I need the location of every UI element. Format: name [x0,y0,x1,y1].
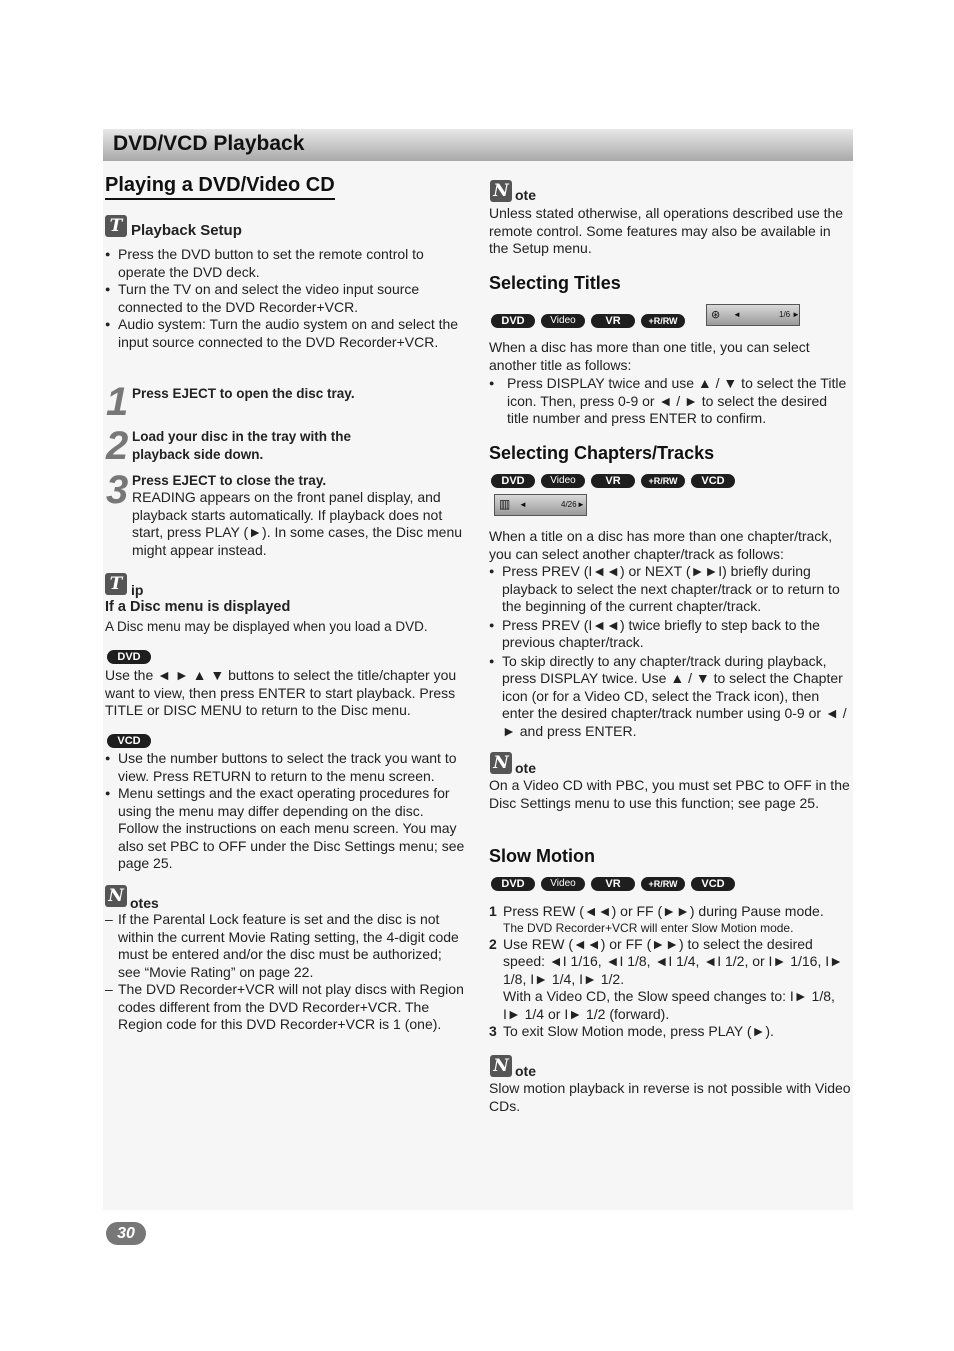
step-2-title: Load your disc in the tray with the playback side down. [132,429,352,462]
tip-heading: If a Disc menu is displayed [105,599,291,615]
titles-intro: When a disc has more than one title, you can select another title as follows: [489,339,810,373]
list-item: – If the Parental Lock feature is set and the disc is not within the current Movie Rating setting, the 4-digit code must be entered and/or the disc must be authorized; see “Movie Rating” on page 22. [105,911,467,981]
note-icon: N [105,885,127,907]
video-badge: Video [541,314,585,328]
dvd-text: Use the ◄ ► ▲ ▼ buttons to select the title/chapter you want to view, then press ENTER to start playback. Press TITLE or DISC MENU to return to the Disc menu. [105,667,457,718]
note-label: ote [515,760,536,776]
list-item: ● Press PREV (I◄◄) or NEXT (►►I) briefly during playback to select the next chapter/track or to return to the beginning of the current chapter/track. [489,563,851,616]
step-text: Use REW (◄◄) or FF (►►) to select the desired speed: ◄I 1/16, ◄I 1/8, ◄I 1/4, ◄I 1/2, or I► 1/16, I► 1/8, I► 1/4, I► 1/2. [503,935,843,987]
vcd-badge: VCD [107,734,151,748]
notes-list [105,911,467,1034]
left-arrow-icon: ◄ [519,500,527,509]
format-badges [491,472,741,490]
step-note: The DVD Recorder+VCR will enter Slow Motion mode. [503,920,794,935]
left-arrow-icon: ◄ [733,310,741,319]
format-badges [491,875,741,893]
dvd-badge: DVD [107,650,151,664]
right-arrow-icon: ► [577,500,585,509]
vr-badge: VR [591,877,635,891]
chapters-list [489,563,851,740]
rrw-badge: +R/RW [641,314,685,328]
title-osd [706,304,800,326]
step-number: 2 [489,935,497,952]
osd-value: 4/26 [561,500,577,509]
slow-motion-heading: Slow Motion [489,846,595,866]
note-text: Unless stated otherwise, all operations described use the remote control. Some features may also be available in the Setup menu. [489,205,844,256]
step-number: 3 [106,468,129,512]
titles-list [489,375,849,428]
step-1-title: Press EJECT to open the disc tray. [132,386,355,401]
note-label: ote [515,187,536,203]
step-3-body: READING appears on the front panel display, and playback starts automatically. If playback does not start, press PLAY (►). In some cases, the Disc menu might appear instead. [132,489,463,558]
playback-setup-heading: Playback Setup [131,222,242,239]
tip-icon: T [105,215,127,237]
note-icon: N [490,1055,512,1077]
selecting-chapters-heading: Selecting Chapters/Tracks [489,443,715,463]
dvd-badge: DVD [491,474,535,488]
step-number: 3 [489,1023,497,1039]
chapters-intro: When a title on a disc has more than one chapter/track, you can select another chapter/track as follows: [489,528,833,562]
section-header-title: DVD/VCD Playback [113,132,305,155]
step-extra: With a Video CD, the Slow speed changes to: I► 1/8, I► 1/4 or I► 1/2 (forward). [503,988,835,1022]
rrw-badge: +R/RW [641,877,685,891]
vcd-badge: VCD [691,877,735,891]
list-item: ● Press DISPLAY twice and use ▲ / ▼ to select the Title icon. Then, press 0-9 or ◄ / ► to select the desired title number and press ENTER to confirm. [489,375,849,428]
list-item: ● Use the number buttons to select the track you want to view. Press RETURN to return to the menu screen. [105,750,467,785]
page-number: 30 [106,1222,146,1245]
selecting-titles-heading: Selecting Titles [489,273,621,293]
section-header-bar [103,129,853,161]
playing-title: Playing a DVD/Video CD [105,174,335,200]
list-item: ● To skip directly to any chapter/track during playback, press DISPLAY twice. Use ▲ / ▼ to select the Chapter icon (or for a Video CD, select the Track icon), then enter the desired chapter/track number using 0-9 or ◄ / ► and press ENTER. [489,653,851,741]
dvd-badge: DVD [491,314,535,328]
list-item [489,936,851,1024]
chapter-osd [494,494,587,516]
playback-setup-list [105,246,467,351]
slow-motion-steps [489,903,851,1041]
disc-icon: ⊛ [711,309,721,321]
step-text: To exit Slow Motion mode, press PLAY (►). [503,1023,774,1039]
list-item: ● Menu settings and the exact operating procedures for using the menu may differ depending on the disc. Follow the instructions on each menu screen. You may also set PBC to OFF under the Disc Settings menu; see page 25. [105,785,467,873]
step-number: 2 [106,424,129,468]
step-text: Press REW (◄◄) or FF (►►) during Pause mode. [503,903,824,919]
tip-text: A Disc menu may be displayed when you load a DVD. [105,619,428,634]
format-badges [491,312,691,330]
video-badge: Video [541,877,585,891]
list-item: ● Press the DVD button to set the remote control to operate the DVD deck. [105,246,467,281]
right-arrow-icon: ► [792,310,800,319]
notes-label: otes [130,895,159,911]
film-icon: ▥ [499,497,511,511]
rrw-badge: +R/RW [641,474,685,488]
note-icon: N [490,752,512,774]
step-number: 1 [489,903,497,919]
list-item: ● Audio system: Turn the audio system on and select the input source connected to the DVD Recorder+VCR. [105,316,467,351]
list-item: ● Press PREV (I◄◄) twice briefly to step back to the previous chapter/track. [489,617,851,652]
list-item: – The DVD Recorder+VCR will not play discs with Region codes different from the DVD Recorder+VCR. The Region code for this DVD Recorder+VCR is 1 (one). [105,981,467,1034]
note-label: ote [515,1063,536,1079]
vcd-badge: VCD [691,474,735,488]
vcd-list [105,750,467,873]
dvd-badge: DVD [491,877,535,891]
step-3-title: Press EJECT to close the tray. [132,473,327,488]
vr-badge: VR [591,474,635,488]
osd-value: 1/6 [779,310,791,319]
list-item: ● Turn the TV on and select the video input source connected to the DVD Recorder+VCR. [105,281,467,316]
video-badge: Video [541,474,585,488]
list-item [489,1023,851,1041]
vr-badge: VR [591,314,635,328]
note-icon: N [490,180,512,202]
step-number: 1 [106,380,129,424]
tip-label: ip [131,582,144,598]
note-text: Slow motion playback in reverse is not possible with Video CDs. [489,1080,851,1114]
tip-icon: T [105,573,127,595]
note-text: On a Video CD with PBC, you must set PBC to OFF in the Disc Settings menu to use this function; see page 25. [489,777,850,811]
list-item [489,903,851,936]
